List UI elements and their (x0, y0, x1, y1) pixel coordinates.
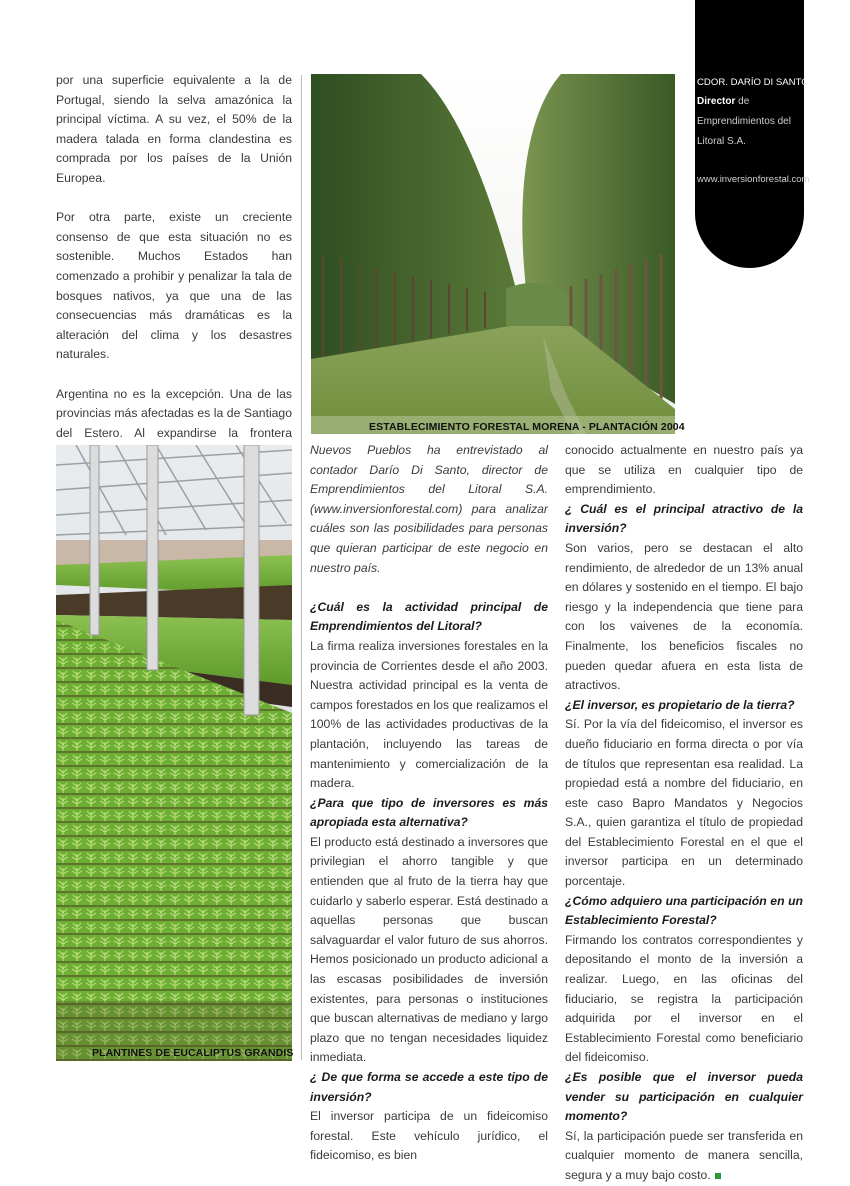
author-name: CDOR. DARÍO DI SANTO (697, 77, 809, 88)
question-heading: ¿ Cuál es el principal atractivo de la inversión? (565, 501, 803, 536)
answer-paragraph: El producto está destinado a inversores que privilegian el ahorro tangible y que entienden que al fruto de la tierra hay que cuidarlo y saberlo esperar. Está destinado a aquellas personas que buscan salvaguardar el valor futuro de sus ahorros. Hemos posicionado un producto adicional a las escasas posibilidades de inversión existentes, para personas o instituciones que buscan alternativas de mediano y largo plazo que no tengan necesidades liquidez inmediata. (310, 834, 548, 1065)
nursery-seedlings-photo (56, 445, 292, 1061)
forest-photo-caption: ESTABLECIMIENTO FORESTAL MORENA - PLANTACIÓN 2004 (369, 421, 685, 433)
interview-intro: Nuevos Pueblos ha entrevistado al contador Darío Di Santo, director de Emprendimientos del Litoral S.A. (www.inversionforestal.com) para analizar cuáles son las posibilidades para personas que quieran participar de este negocio en nuestro país. (310, 443, 548, 575)
question-heading: ¿ De que forma se accede a este tipo de inversión? (310, 1070, 548, 1104)
question-heading: ¿Cuál es la actividad principal de Emprendimientos del Litoral? (310, 599, 548, 634)
paragraph: Por otra parte, existe un creciente consenso de que esta situación no es sostenible. Muchos Estados han comenzado a prohibir y penalizar la tala de bosques nativos, ya que una de las consecuencias más dramáticas es la alteración del clima y los desastres naturales. (56, 210, 292, 362)
answer-paragraph: conocido actualmente en nuestro país ya que se utiliza en cualquier tipo de emprendimiento. (565, 443, 803, 497)
column-divider (301, 75, 302, 1060)
answer-paragraph: Son varios, pero se destacan el alto rendimiento, de alrededor de un 13% anual en dólares y sostenido en el tiempo. El bajo riesgo y la independencia que tiene para con los vaivenes de la economía. Finalmente, los beneficios fiscales no pueden quedar afuera en esta lista de atractivos. (565, 540, 803, 693)
nursery-photo-caption: PLANTINES DE EUCALIPTUS GRANDIS (92, 1047, 294, 1059)
author-company-line2: Litoral S.A. (697, 136, 746, 147)
forest-plantation-photo (311, 74, 675, 434)
answer-paragraph: La firma realiza inversiones forestales en la provincia de Corrientes desde el año 2003. Nuestra actividad principal es la venta de campos forestados en los que realizamos el 100% de las actividades productivas de la plantación, incluyendo las tareas de mantenimiento y comercialización de la madera. (310, 638, 548, 791)
article-column-left (56, 71, 292, 482)
final-answer-text: Sí, la participación puede ser transferida en cualquier momento de manera sencilla, segura y a muy bajo costo. (565, 1128, 803, 1182)
author-sidebar (695, 0, 810, 268)
answer-paragraph: El inversor participa de un fideicomiso forestal. Este vehículo jurídico, el fideicomiso, es bien (310, 1109, 548, 1163)
answer-paragraph (565, 1127, 803, 1186)
article-end-mark-icon (715, 1173, 721, 1179)
paragraph: por una superficie equivalente a la de Portugal, siendo la selva amazónica la principal víctima. A su vez, el 50% de la madera talada en forma clandestina es comprada por los países de la Unión Europea. (56, 73, 292, 185)
author-role-suffix: de (735, 96, 750, 107)
author-role (697, 96, 804, 107)
question-heading: ¿Es posible que el inversor pueda vender su participación en cualquier momento? (565, 1070, 803, 1124)
question-heading: ¿Cómo adquiero una participación en un Establecimiento Forestal? (565, 893, 803, 928)
article-column-middle (310, 441, 548, 1166)
article-column-right (565, 441, 803, 1186)
question-heading: ¿Para que tipo de inversores es más apropiada esta alternativa? (310, 795, 548, 830)
paragraph: Argentina no es la excepción. Una de las provincias más afectadas es la de Santiago del Estero. Al expandirse la frontera (56, 386, 292, 440)
author-company-line1: Emprendimientos del (697, 116, 791, 127)
answer-paragraph: Firmando los contratos correspondientes y depositando el monto de la inversión a realizar. Luego, en las oficinas del fiduciario, se registra la participación adquirida por el inversor en el Establecimiento Forestal como beneficiario del fideicomiso. (565, 932, 803, 1065)
question-heading: ¿El inversor, es propietario de la tierra? (565, 697, 795, 712)
author-role-title: Director (697, 96, 736, 107)
answer-paragraph: Sí. Por la vía del fideicomiso, el inversor es dueño fiduciario en forma directa o por vía de títulos que representan esa realidad. La propiedad está a nombre del fiduciario, en este caso Bapro Mandatos y Negocios S.A., quien garantiza el título de propiedad del Establecimiento Forestal en el que el inversor participa en un determinado porcentaje. (565, 717, 803, 889)
author-website: www.inversionforestal.com (697, 174, 810, 185)
